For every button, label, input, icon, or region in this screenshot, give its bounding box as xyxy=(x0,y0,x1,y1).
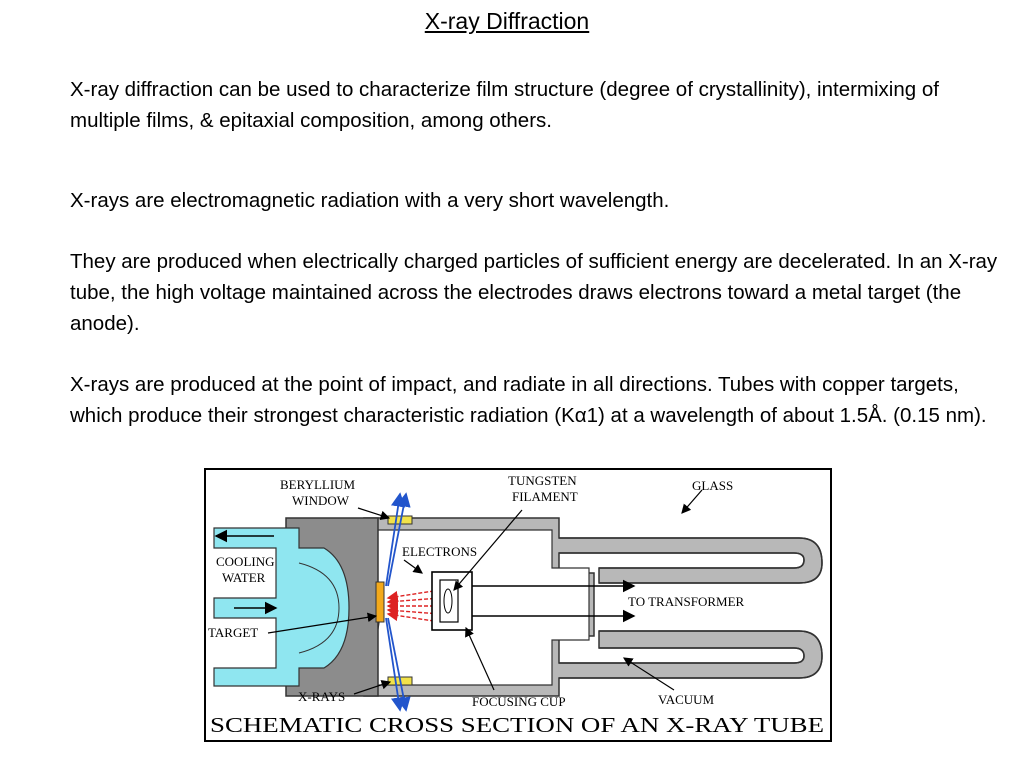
label-water: WATER xyxy=(222,570,266,585)
slide-title: X-ray Diffraction xyxy=(424,8,590,34)
label-electrons: ELECTRONS xyxy=(402,544,478,559)
label-to-transformer: TO TRANSFORMER xyxy=(628,594,745,609)
paragraph-xray-definition: X-rays are electromagnetic radiation with a very short wavelength. xyxy=(70,189,670,212)
paragraph-copper-target: X-rays are produced at the point of impact, and radiate in all directions. Tubes with copper targets, which produce their strongest characteristic radiation (Kα1) at a wavelength of about 1.5Å. (0.15 nm). xyxy=(70,373,987,427)
label-vacuum: VACUUM xyxy=(658,692,715,707)
label-beryllium: BERYLLIUM xyxy=(280,477,356,492)
xray-tube-diagram xyxy=(204,468,832,742)
label-tungsten: TUNGSTEN xyxy=(508,473,577,488)
copper-target xyxy=(376,582,384,622)
label-filament: FILAMENT xyxy=(512,489,578,504)
label-glass: GLASS xyxy=(692,478,734,493)
label-cooling: COOLING xyxy=(216,554,275,569)
paragraph-xrd-uses: X-ray diffraction can be used to characterize film structure (degree of crystallinity), intermixing of multiple films, & epitaxial composition, among others. xyxy=(70,78,939,132)
label-xrays: X-RAYS xyxy=(298,689,346,704)
label-target: TARGET xyxy=(208,625,259,640)
label-window: WINDOW xyxy=(292,493,350,508)
focusing-cup xyxy=(432,572,472,630)
label-focusing-cup: FOCUSING CUP xyxy=(472,694,566,709)
paragraph-xray-production: They are produced when electrically charged particles of sufficient energy are decelerated. In an X-ray tube, the high voltage maintained across the electrodes draws electrons toward a metal target (the anode). xyxy=(70,250,998,335)
diagram-caption: SCHEMATIC CROSS SECTION OF AN X-RAY TUBE xyxy=(210,713,824,737)
